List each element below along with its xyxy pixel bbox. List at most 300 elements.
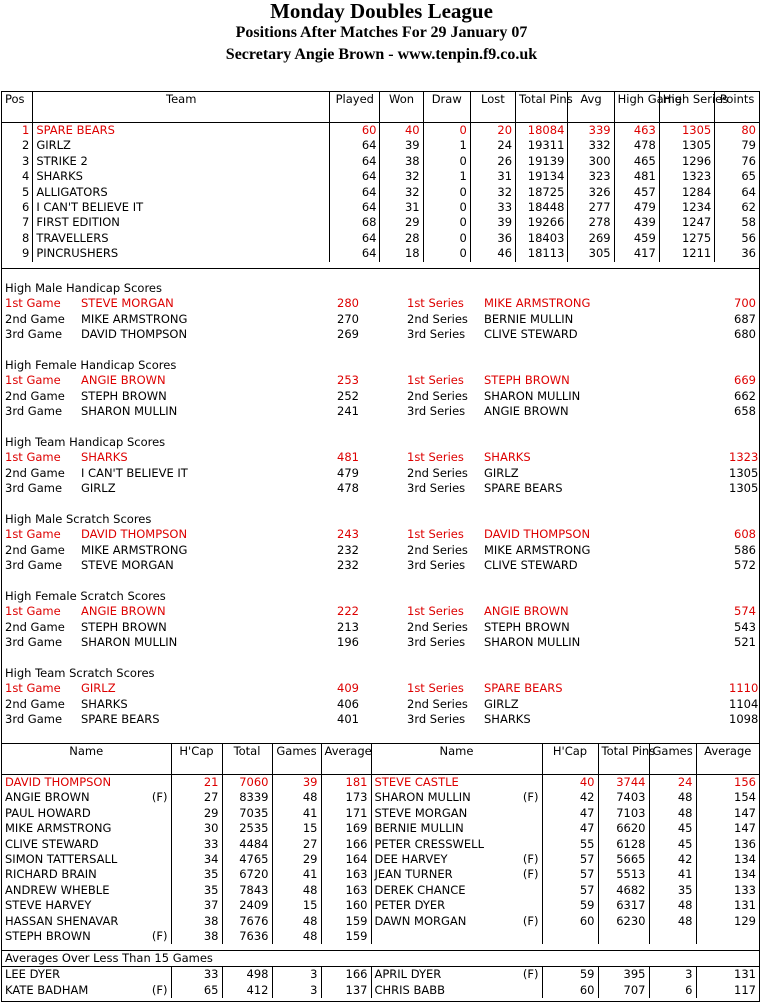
award-label: 1st Game bbox=[5, 373, 61, 388]
table-cell: 41 bbox=[272, 806, 321, 821]
table-cell: 1211 bbox=[659, 246, 714, 261]
table-cell: 7636 bbox=[222, 929, 272, 944]
table-cell: 28 bbox=[380, 231, 423, 246]
award-label: 3rd Series bbox=[407, 712, 466, 727]
table-row bbox=[2, 983, 759, 998]
award-label: 2nd Game bbox=[5, 465, 65, 480]
table-cell: 0 bbox=[423, 154, 470, 169]
table-cell: 57 bbox=[542, 867, 598, 882]
female-flag bbox=[140, 883, 171, 898]
award-row bbox=[5, 697, 757, 712]
award-row bbox=[5, 466, 757, 481]
column-header: Total Pins bbox=[598, 744, 649, 775]
bowler-name: MIKE ARMSTRONG bbox=[484, 542, 591, 557]
table-cell: 0 bbox=[423, 123, 470, 139]
table-cell: 305 bbox=[568, 246, 614, 261]
table-cell: 7035 bbox=[222, 806, 272, 821]
table-cell: 4682 bbox=[598, 883, 649, 898]
bowler-name: STEVE MORGAN bbox=[81, 296, 174, 311]
award-score: 1323 bbox=[729, 450, 759, 465]
table-cell: 39 bbox=[470, 215, 515, 230]
table-cell: 133 bbox=[734, 882, 756, 897]
table-cell: 147 bbox=[734, 821, 756, 836]
table-cell: 58 bbox=[741, 215, 756, 230]
table-cell bbox=[696, 929, 759, 944]
female-flag bbox=[495, 775, 542, 791]
award-label: 1st Game bbox=[5, 296, 61, 311]
table-cell: 41 bbox=[272, 867, 321, 882]
bowler-name: SHARKS bbox=[484, 712, 531, 727]
table-cell: 7103 bbox=[598, 806, 649, 821]
table-cell: 6 bbox=[2, 200, 33, 215]
award-label: 2nd Game bbox=[5, 388, 65, 403]
table-cell: 40 bbox=[542, 775, 598, 791]
award-row bbox=[5, 389, 757, 404]
team-name: PINCRUSHERS bbox=[33, 246, 330, 261]
table-row bbox=[2, 821, 759, 836]
female-flag bbox=[140, 806, 171, 821]
column-header: Average bbox=[321, 744, 371, 775]
table-row bbox=[2, 929, 759, 944]
header bbox=[0, 0, 763, 66]
award-label: 1st Game bbox=[5, 450, 61, 465]
table-cell: 40 bbox=[380, 123, 423, 139]
award-score: 1305 bbox=[729, 481, 759, 496]
bowler-name: MIKE ARMSTRONG bbox=[5, 821, 112, 836]
female-flag bbox=[140, 898, 171, 913]
table-cell: 62 bbox=[741, 200, 756, 215]
table-cell: 9 bbox=[2, 246, 33, 261]
bowler-name: ANGIE BROWN bbox=[5, 790, 90, 805]
spacer bbox=[359, 404, 407, 419]
award-label: 3rd Game bbox=[5, 481, 63, 496]
table-row bbox=[2, 185, 759, 200]
spacer bbox=[359, 389, 407, 404]
table-cell: 339 bbox=[568, 123, 614, 139]
table-row bbox=[2, 914, 759, 929]
section-title-row bbox=[2, 951, 759, 967]
table-cell: 463 bbox=[614, 123, 659, 139]
table-cell: 32 bbox=[380, 185, 423, 200]
table-cell: 64 bbox=[330, 138, 380, 153]
bowler-name: DAVID THOMPSON bbox=[5, 775, 112, 789]
bowler-name: LEE DYER bbox=[5, 967, 61, 982]
column-header: Games bbox=[649, 744, 696, 775]
bowler-name: CLIVE STEWARD bbox=[484, 558, 578, 573]
spacer bbox=[359, 543, 407, 558]
award-label: 2nd Series bbox=[407, 542, 468, 557]
bowler-name: SHARON MULLIN bbox=[81, 404, 178, 419]
table-cell: 42 bbox=[542, 790, 598, 805]
female-flag: (F) bbox=[495, 790, 542, 805]
award-label: 1st Series bbox=[407, 681, 464, 696]
page-title: Monday Doubles League bbox=[270, 0, 493, 23]
table-cell: 19134 bbox=[516, 169, 568, 184]
table-cell: 169 bbox=[321, 821, 371, 836]
bowler-name: DAWN MORGAN bbox=[374, 913, 467, 928]
table-cell: 1275 bbox=[659, 231, 714, 246]
table-cell: 478 bbox=[614, 138, 659, 153]
table-cell: 7676 bbox=[222, 914, 272, 929]
table-cell: 19139 bbox=[516, 154, 568, 169]
bowler-name: ANGIE BROWN bbox=[81, 373, 166, 388]
table-cell: 0 bbox=[423, 185, 470, 200]
bowler-name: SHARON MULLIN bbox=[374, 790, 471, 805]
bowler-name: SHARKS bbox=[81, 696, 128, 711]
team-name: TRAVELLERS bbox=[33, 231, 330, 246]
female-flag: (F) bbox=[495, 914, 542, 929]
table-cell: 19266 bbox=[516, 215, 568, 230]
bowler-name: ANGIE BROWN bbox=[484, 604, 569, 619]
award-score: 586 bbox=[734, 542, 756, 557]
bowler-name: GIRLZ bbox=[81, 481, 116, 496]
table-cell: 3 bbox=[272, 967, 321, 983]
table-cell: 6620 bbox=[598, 821, 649, 836]
table-cell: 1305 bbox=[659, 138, 714, 153]
table-cell: 8339 bbox=[222, 790, 272, 805]
bowler-name: GIRLZ bbox=[484, 696, 519, 711]
bowler-name: DEE HARVEY bbox=[374, 852, 448, 867]
table-row bbox=[2, 837, 759, 852]
award-row bbox=[5, 620, 757, 635]
award-score: 213 bbox=[337, 619, 359, 634]
table-cell: 48 bbox=[649, 806, 696, 821]
bowler-name: STEVE MORGAN bbox=[374, 805, 468, 820]
award-title: High Team Scratch Scores bbox=[5, 666, 155, 680]
column-header: Lost bbox=[470, 92, 515, 123]
bowler-name bbox=[371, 929, 495, 944]
bowler-name: GIRLZ bbox=[484, 465, 519, 480]
table-cell: 269 bbox=[568, 231, 614, 246]
table-cell: 64 bbox=[330, 169, 380, 184]
table-cell: 64 bbox=[741, 184, 756, 199]
table-cell: 481 bbox=[614, 169, 659, 184]
bowler-name: STEVE HARVEY bbox=[5, 898, 92, 913]
table-cell: 26 bbox=[470, 154, 515, 169]
table-cell: 64 bbox=[330, 246, 380, 261]
spacer bbox=[359, 296, 407, 311]
award-label: 3rd Series bbox=[407, 558, 466, 573]
bowler-name: DEREK CHANCE bbox=[374, 882, 466, 897]
table-cell: 79 bbox=[741, 138, 756, 153]
table-cell: 30 bbox=[171, 821, 222, 836]
table-cell: 4 bbox=[2, 169, 33, 184]
table-cell: 65 bbox=[741, 169, 756, 184]
table-cell: 35 bbox=[171, 867, 222, 882]
female-flag bbox=[140, 852, 171, 867]
award-title: High Male Handicap Scores bbox=[5, 281, 162, 295]
table-cell: 41 bbox=[649, 867, 696, 882]
award-row bbox=[5, 543, 757, 558]
spacer bbox=[359, 373, 407, 388]
spacer bbox=[359, 712, 407, 727]
spacer bbox=[359, 312, 407, 327]
table-cell: 64 bbox=[330, 185, 380, 200]
award-row bbox=[5, 712, 757, 727]
bowler-name: SHARON MULLIN bbox=[484, 635, 581, 650]
table-row bbox=[2, 123, 759, 139]
table-cell: 164 bbox=[321, 852, 371, 867]
award-score: 406 bbox=[337, 696, 359, 711]
table-cell: 38 bbox=[171, 914, 222, 929]
award-label: 1st Game bbox=[5, 604, 61, 619]
bowler-name: ANDREW WHEBLE bbox=[5, 882, 110, 897]
award-row bbox=[5, 296, 757, 311]
bowler-name: I CAN'T BELIEVE IT bbox=[81, 465, 188, 480]
bowler-name: SPARE BEARS bbox=[484, 481, 563, 496]
table-cell: 48 bbox=[272, 929, 321, 944]
table-cell: 459 bbox=[614, 231, 659, 246]
table-cell: 47 bbox=[542, 806, 598, 821]
table-cell: 1 bbox=[423, 169, 470, 184]
award-block bbox=[5, 435, 757, 512]
table-cell: 1234 bbox=[659, 200, 714, 215]
award-score: 409 bbox=[337, 681, 359, 696]
award-title: High Female Scratch Scores bbox=[5, 589, 166, 603]
table-cell: 1247 bbox=[659, 215, 714, 230]
table-row bbox=[2, 806, 759, 821]
table-row bbox=[2, 898, 759, 913]
award-label: 1st Series bbox=[407, 450, 464, 465]
female-flag: (F) bbox=[140, 929, 171, 944]
table-cell: 27 bbox=[272, 837, 321, 852]
table-cell: 5665 bbox=[598, 852, 649, 867]
award-block bbox=[5, 512, 757, 589]
bowler-name: STEPH BROWN bbox=[81, 388, 167, 403]
bowler-name: SIMON TATTERSALL bbox=[5, 852, 118, 867]
table-row bbox=[2, 215, 759, 230]
table-cell: 154 bbox=[734, 790, 756, 805]
award-score: 1104 bbox=[729, 696, 759, 711]
award-title: High Female Handicap Scores bbox=[5, 358, 177, 372]
table-header-row bbox=[2, 744, 759, 775]
column-header: Total bbox=[222, 744, 272, 775]
award-label: 3rd Game bbox=[5, 558, 63, 573]
table-cell: 465 bbox=[614, 154, 659, 169]
female-flag bbox=[140, 775, 171, 791]
bowler-name: HASSAN SHENAVAR bbox=[5, 913, 119, 928]
table-cell: 0 bbox=[423, 215, 470, 230]
award-row bbox=[5, 312, 757, 327]
table-cell: 707 bbox=[598, 983, 649, 998]
table-cell: 29 bbox=[380, 215, 423, 230]
award-row bbox=[5, 450, 757, 465]
table-cell bbox=[598, 929, 649, 944]
table-cell: 15 bbox=[272, 821, 321, 836]
award-row bbox=[5, 635, 757, 650]
award-score: 543 bbox=[734, 619, 756, 634]
table-cell: 60 bbox=[330, 123, 380, 139]
female-flag: (F) bbox=[495, 867, 542, 882]
table-cell: 39 bbox=[272, 775, 321, 791]
award-score: 1098 bbox=[729, 712, 759, 727]
award-score: 574 bbox=[734, 604, 756, 619]
table-cell: 7843 bbox=[222, 883, 272, 898]
bowler-name: RICHARD BRAIN bbox=[5, 867, 97, 882]
bowler-name: DAVID THOMPSON bbox=[81, 527, 188, 542]
award-title: High Male Scratch Scores bbox=[5, 512, 152, 526]
table-row bbox=[2, 154, 759, 169]
award-label: 1st Series bbox=[407, 373, 464, 388]
table-cell: 35 bbox=[649, 883, 696, 898]
table-cell: 7 bbox=[2, 215, 33, 230]
award-score: 521 bbox=[734, 635, 756, 650]
female-flag: (F) bbox=[140, 790, 171, 805]
bowler-name: STEPH BROWN bbox=[5, 929, 91, 944]
table-row bbox=[2, 138, 759, 153]
bowler-name: SPARE BEARS bbox=[484, 681, 563, 696]
table-cell: 0 bbox=[423, 246, 470, 261]
table-cell: 166 bbox=[321, 837, 371, 852]
team-name: I CAN'T BELIEVE IT bbox=[33, 200, 330, 215]
award-block bbox=[5, 281, 757, 358]
column-header: H'Cap bbox=[171, 744, 222, 775]
award-score: 280 bbox=[337, 296, 359, 311]
award-score: 669 bbox=[734, 373, 756, 388]
female-flag bbox=[140, 967, 171, 983]
award-label: 2nd Game bbox=[5, 311, 65, 326]
table-cell: 19311 bbox=[516, 138, 568, 153]
spacer bbox=[359, 635, 407, 650]
bowler-name: ANGIE BROWN bbox=[81, 604, 166, 619]
bowler-name: SHARON MULLIN bbox=[484, 388, 581, 403]
column-header: Total Pins bbox=[516, 92, 568, 123]
column-header: Name bbox=[371, 744, 542, 775]
table-cell: 2535 bbox=[222, 821, 272, 836]
award-score: 243 bbox=[337, 527, 359, 542]
award-row bbox=[5, 404, 757, 419]
table-cell: 65 bbox=[171, 983, 222, 998]
spacer bbox=[359, 450, 407, 465]
table-cell: 20 bbox=[470, 123, 515, 139]
team-name: SHARKS bbox=[33, 169, 330, 184]
team-name: ALLIGATORS bbox=[33, 185, 330, 200]
column-header: Average bbox=[696, 744, 759, 775]
table-row bbox=[2, 775, 759, 791]
table-cell: 18113 bbox=[516, 246, 568, 261]
table-cell: 59 bbox=[542, 967, 598, 983]
award-row bbox=[5, 373, 757, 388]
table-cell: 48 bbox=[649, 898, 696, 913]
table-cell: 33 bbox=[171, 967, 222, 983]
table-cell: 136 bbox=[734, 836, 756, 851]
column-header: Team bbox=[33, 92, 330, 123]
bowler-name: CLIVE STEWARD bbox=[5, 836, 99, 851]
table-cell: 31 bbox=[470, 169, 515, 184]
bowler-name: PAUL HOWARD bbox=[5, 805, 91, 820]
award-label: 3rd Game bbox=[5, 635, 63, 650]
bowler-name: STEVE CASTLE bbox=[374, 775, 459, 789]
table-cell: 1323 bbox=[659, 169, 714, 184]
award-score: 658 bbox=[734, 404, 756, 419]
table-cell: 3 bbox=[272, 983, 321, 998]
female-flag bbox=[140, 821, 171, 836]
female-flag bbox=[495, 898, 542, 913]
bowler-name: SHARKS bbox=[81, 450, 128, 465]
female-flag: (F) bbox=[140, 983, 171, 998]
table-cell: 163 bbox=[321, 883, 371, 898]
table-cell: 68 bbox=[330, 215, 380, 230]
award-label: 1st Game bbox=[5, 527, 61, 542]
table-cell: 39 bbox=[380, 138, 423, 153]
spacer bbox=[359, 527, 407, 542]
female-flag bbox=[495, 806, 542, 821]
spacer bbox=[359, 681, 407, 696]
award-label: 1st Series bbox=[407, 296, 464, 311]
table-cell: 134 bbox=[734, 867, 756, 882]
bowler-name: JEAN TURNER bbox=[374, 867, 453, 882]
table-row bbox=[2, 867, 759, 882]
award-score: 241 bbox=[337, 404, 359, 419]
award-score: 222 bbox=[337, 604, 359, 619]
award-score: 269 bbox=[337, 327, 359, 342]
table-cell: 323 bbox=[568, 169, 614, 184]
award-label: 3rd Game bbox=[5, 404, 63, 419]
table-row bbox=[2, 169, 759, 184]
table-cell: 18725 bbox=[516, 185, 568, 200]
award-score: 680 bbox=[734, 327, 756, 342]
table-cell bbox=[649, 929, 696, 944]
table-cell: 181 bbox=[321, 775, 371, 791]
table-cell: 3744 bbox=[598, 775, 649, 791]
bowler-name: MIKE ARMSTRONG bbox=[81, 542, 188, 557]
table-cell: 35 bbox=[171, 883, 222, 898]
bowler-name: STEPH BROWN bbox=[484, 619, 570, 634]
female-flag bbox=[495, 983, 542, 998]
table-cell: 48 bbox=[649, 914, 696, 929]
table-cell: 45 bbox=[649, 821, 696, 836]
spacer bbox=[359, 481, 407, 496]
award-title: High Team Handicap Scores bbox=[5, 435, 166, 449]
bowler-name: GIRLZ bbox=[81, 681, 116, 696]
award-label: 2nd Game bbox=[5, 619, 65, 634]
bowler-name: CLIVE STEWARD bbox=[484, 327, 578, 342]
bowler-name: KATE BADHAM bbox=[5, 982, 89, 997]
table-cell: 2409 bbox=[222, 898, 272, 913]
table-cell: 159 bbox=[321, 914, 371, 929]
table-cell: 59 bbox=[542, 898, 598, 913]
table-cell: 60 bbox=[542, 914, 598, 929]
bowler-name: PETER DYER bbox=[374, 898, 446, 913]
award-score: 481 bbox=[337, 450, 359, 465]
table-cell: 479 bbox=[614, 200, 659, 215]
team-name: FIRST EDITION bbox=[33, 215, 330, 230]
table-cell: 0 bbox=[423, 200, 470, 215]
table-row bbox=[2, 246, 759, 261]
table-cell: 171 bbox=[321, 806, 371, 821]
table-cell: 64 bbox=[330, 200, 380, 215]
female-flag bbox=[140, 837, 171, 852]
award-block bbox=[5, 358, 757, 435]
table-cell: 42 bbox=[649, 852, 696, 867]
table-cell: 55 bbox=[542, 837, 598, 852]
table-cell: 7060 bbox=[222, 775, 272, 791]
table-cell bbox=[542, 929, 598, 944]
table-cell: 45 bbox=[649, 837, 696, 852]
award-score: 572 bbox=[734, 558, 756, 573]
bowler-name: CHRIS BABB bbox=[374, 982, 446, 997]
bowler-name: MIKE ARMSTRONG bbox=[81, 311, 188, 326]
team-name: SPARE BEARS bbox=[33, 123, 330, 139]
bowler-name: MIKE ARMSTRONG bbox=[484, 296, 591, 311]
award-score: 232 bbox=[337, 542, 359, 557]
table-cell: 3 bbox=[649, 967, 696, 983]
table-cell: 326 bbox=[568, 185, 614, 200]
column-header: Won bbox=[380, 92, 423, 123]
table-cell: 300 bbox=[568, 154, 614, 169]
table-cell: 395 bbox=[598, 967, 649, 983]
award-row bbox=[5, 481, 757, 496]
